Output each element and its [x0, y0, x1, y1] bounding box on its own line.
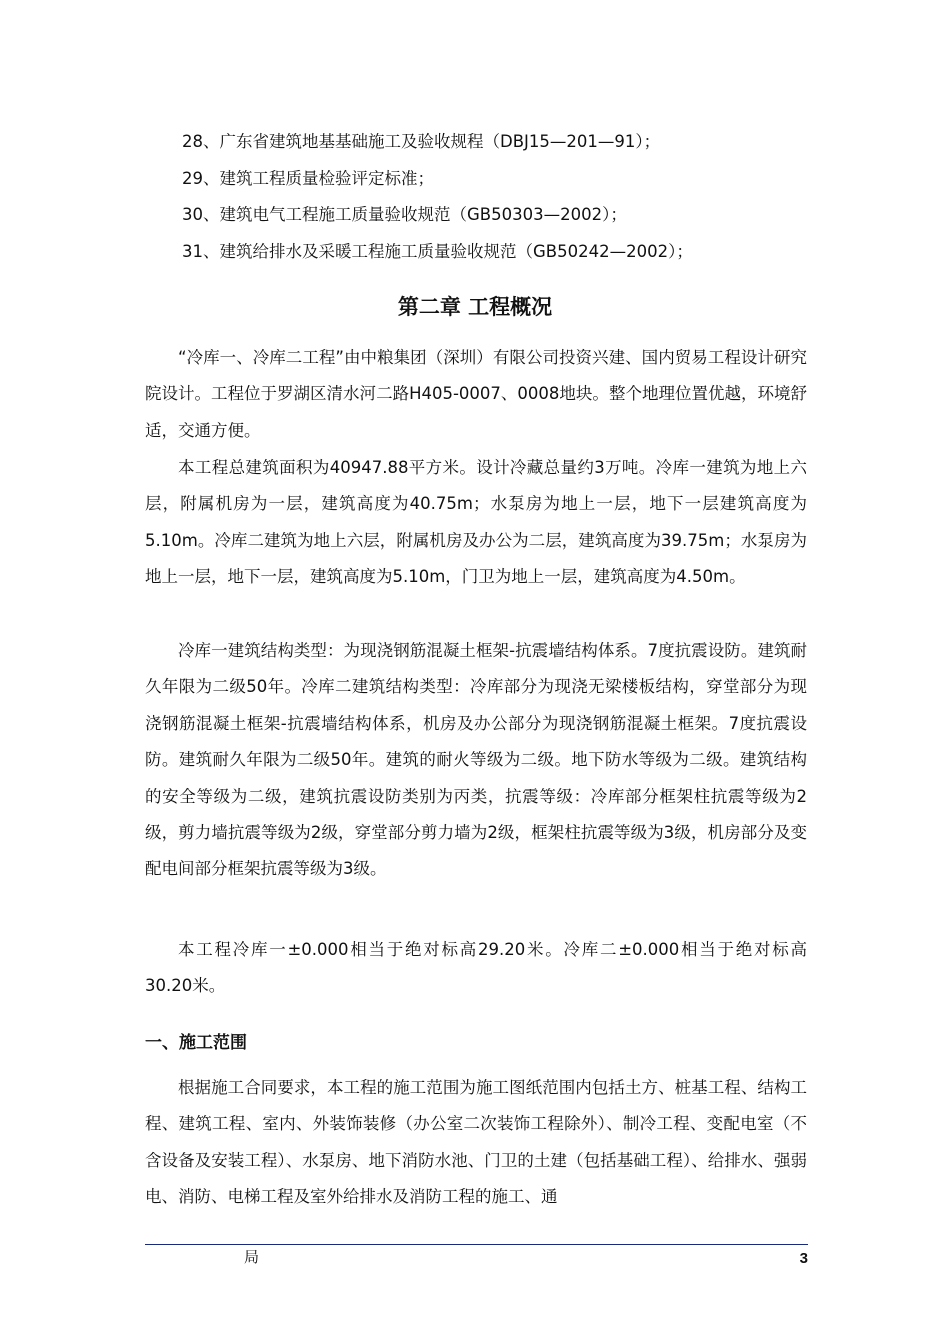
- reference-item: 28、广东省建筑地基基础施工及验收规程（DBJ15—201—91）；: [182, 132, 661, 151]
- reference-item: 31、建筑给排水及采暖工程施工质量验收规范（GB50242—2002）；: [182, 241, 693, 261]
- scope-paragraph: 根据施工合同要求，本工程的施工范围为施工图纸范围内包括土方、桩基工程、结构工程、建筑工程、室内、外装饰装修（办公室二次装饰工程除外）、制冷工程、变配电室（不含设备及安装工程）、水泵房、地下消防水池、门卫的土建（包括基础工程）、给排水、强弱电、消防、电梯工程及室外给排水及消防工程的施工、通: [145, 1078, 807, 1207]
- chapter-title: 第二章 工程概况: [397, 295, 553, 319]
- overview-paragraph: “冷库一、冷库二工程”由中粮集团（深圳）有限公司投资兴建、国内贸易工程设计研究院设计。工程位于罗湖区清水河二路H405-0007、0008地块。整个地理位置优越，环境舒适，交通方便。: [145, 348, 807, 440]
- reference-item: 30、建筑电气工程施工质量验收规范（GB50303—2002）；: [182, 205, 627, 224]
- elevation-paragraph: 本工程冷库一±0.000相当于绝对标高29.20米。冷库二±0.000相当于绝对标高30.20米。: [145, 940, 807, 996]
- footer-divider: [145, 1244, 808, 1245]
- section-heading: 一、施工范围: [145, 1033, 247, 1053]
- footer-label: 局: [244, 1248, 260, 1266]
- area-paragraph: 本工程总建筑面积为40947.88平方米。设计冷藏总量约3万吨。冷库一建筑为地上六层，附属机房为一层，建筑高度为40.75m；水泵房为地上一层，地下一层建筑高度为5.10m。冷库二建筑为地上六层，附属机房及办公为二层，建筑高度为39.75m；水泵房为地上一层，地下一层，建筑高度为5.10m，门卫为地上一层，建筑高度为4.50m。: [145, 458, 807, 587]
- structure-paragraph: 冷库一建筑结构类型：为现浇钢筋混凝土框架-抗震墙结构体系。7度抗震设防。建筑耐久年限为二级50年。冷库二建筑结构类型：冷库部分为现浇无梁楼板结构，穿堂部分为现浇钢筋混凝土框架-抗震墙结构体系，机房及办公部分为现浇钢筋混凝土框架。7度抗震设防。建筑耐久年限为二级50年。建筑的耐火等级为二级。地下防水等级为二级。建筑结构的安全等级为二级，建筑抗震设防类别为丙类，抗震等级：冷库部分框架柱抗震等级为2级，剪力墙抗震等级为2级，穿堂部分剪力墙为2级，框架柱抗震等级为3级，机房部分及变配电间部分框架抗震等级为3级。: [145, 641, 807, 879]
- reference-item: 29、建筑工程质量检验评定标准；: [182, 168, 434, 188]
- page-number: 3: [799, 1250, 808, 1267]
- reference-list: [182, 124, 822, 270]
